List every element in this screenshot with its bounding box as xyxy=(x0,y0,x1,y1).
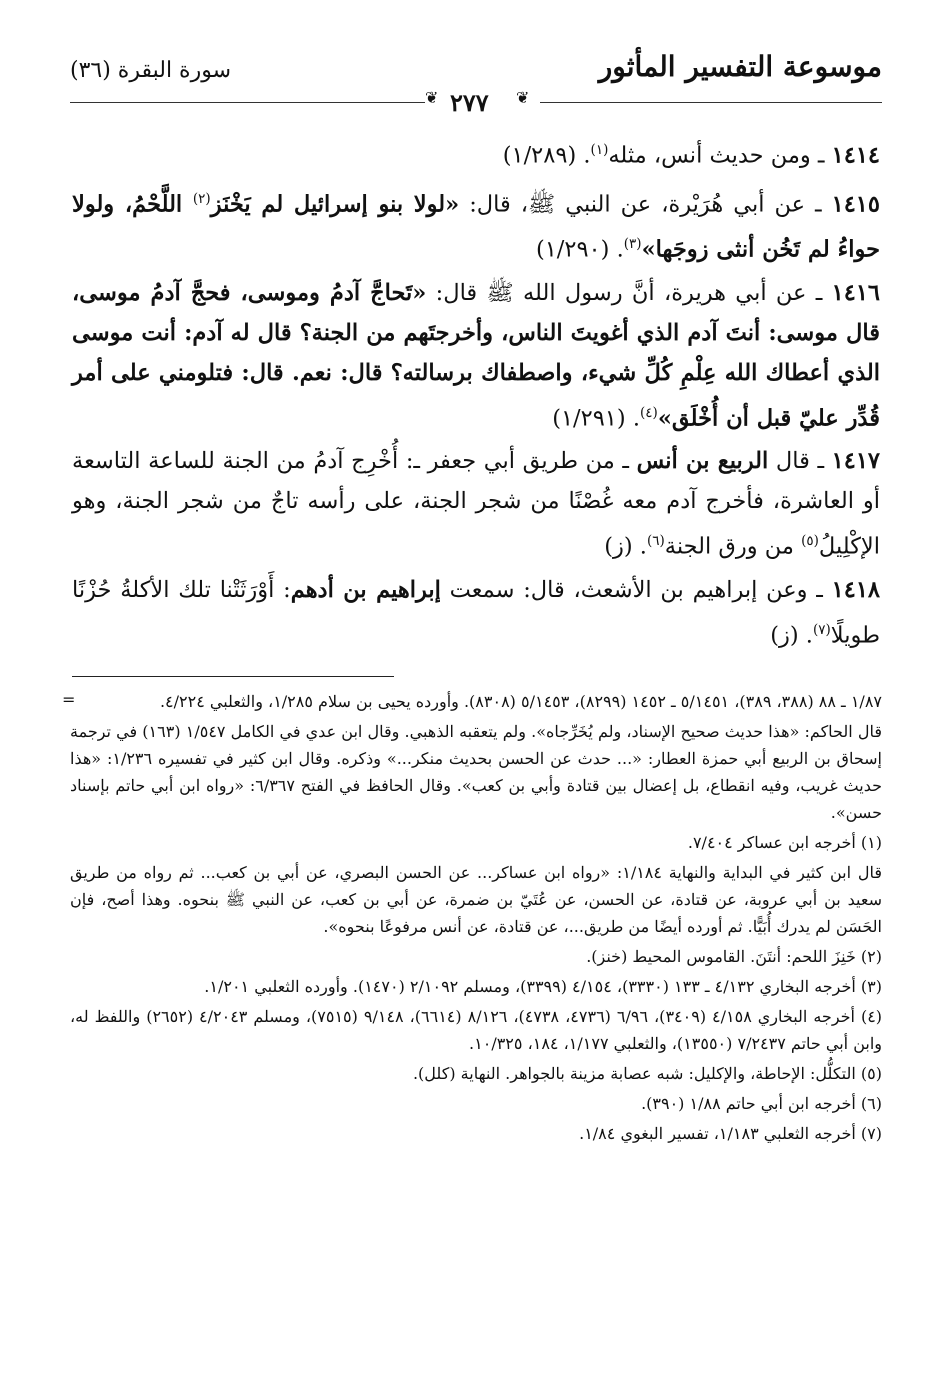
hadith-text: اللَّحْمُ، ولولا حواءُ لم تَخُن أنثى زوجَها» xyxy=(72,191,880,263)
footnote-ref[interactable]: (٢) xyxy=(192,190,211,207)
volume-ref: . (ز) xyxy=(604,533,647,560)
hadith-text: «تَحاجَّ آدمُ وموسى، فحجَّ آدمُ موسى، قال موسى: أنتَ آدم الذي أغويتَ الناس، وأخرجتَهم من الجنة؟ قال له آدم: أنت موسى الذي أعطاك الله عِلْمِ كُلِّ شيء، واصطفاك برسالته؟ قال: نعم. قال: فتلومني على أمر قُدِّر عليّ قبل أن أُخْلَق» xyxy=(72,279,880,431)
footnote-ref[interactable]: (١) xyxy=(590,142,609,158)
narration-text: ـ ومن حديث أنس، مثله xyxy=(608,142,832,169)
footnote-4: (٤) أخرجه البخاري ٤/١٥٨ (٣٤٠٩)، ٦/٩٦ (٤٧٣٦، ٤٧٣٨)، ٨/١٢٦ (٦٦١٤)، ٩/١٤٨ (٧٥١٥)، ومسلم ٤/٢٠٤٣ (٢٦٥٢) واللفظ له، وابن أبي حاتم ٧/٢٤٣٧ (١٣٥٥٠)، والثعلبي ١/١٧٧، ١٨٤، ١٠/٣٢٥. xyxy=(70,1007,883,1053)
book-title: موسوعة التفسير المأثور xyxy=(598,50,882,83)
narration-number: ١٤١٤ xyxy=(831,142,880,169)
footnote-6: (٦) أخرجه ابن أبي حاتم ١/٨٨ (٣٩٠). xyxy=(641,1094,882,1113)
narration-1416 xyxy=(72,273,880,439)
ornament-left-icon: ❦ xyxy=(425,88,439,107)
narration-text: ـ عن أبي هريرة، أنَّ رسول الله ﷺ قال: xyxy=(426,279,832,306)
hadith-text: «لولا بنو إسرائيل لم يَخْنَز xyxy=(210,191,460,217)
footnote-1: (١) أخرجه ابن عساكر ٧/٤٠٤. xyxy=(687,833,882,852)
narration-text: من ورق الجنة xyxy=(664,533,802,560)
narration-number: ١٤١٨ xyxy=(831,576,880,603)
narration-number: ١٤١٥ xyxy=(831,191,880,217)
ornament-right-icon: ❦ xyxy=(516,88,530,107)
footnote-2: (٢) خَنِزَ اللحم: أنتَنَ. القاموس المحيط (خنز). xyxy=(586,947,882,966)
narration-text: ـ وعن إبراهيم بن الأشعث، قال: سمعت xyxy=(440,576,832,603)
footnote-ref[interactable]: (٣) xyxy=(623,236,642,252)
footnote-ref[interactable]: (٥) xyxy=(801,533,819,549)
ornament-rule-left xyxy=(70,102,425,103)
narration-text: ـ من طريق أبي جعفر ـ: أُخْرِج آدمُ من الجنة للساعة التاسعة أو العاشرة، فأخرج آدم معه غُصْنًا من شجر الجنة، على رأسه تاجٌ من شجر الجنة، وهو الإكْلِيلُ xyxy=(72,448,880,560)
page-number: ٢٧٧ xyxy=(450,88,489,117)
footnote-ref[interactable]: (٧) xyxy=(812,621,831,638)
footnote-separator xyxy=(72,676,394,677)
narration-text: ـ عن أبي هُرَيْرة، عن النبي ﷺ، قال: xyxy=(459,191,832,217)
footnote-3: (٣) أخرجه البخاري ٤/١٣٢ ـ ١٣٣ (٣٣٣٠)، ٤/١٥٤ (٣٣٩٩)، ومسلم ٢/١٠٩٢ (١٤٧٠). وأورده الثعلبي ١/٢٠١. xyxy=(204,977,882,996)
footnote-1-comment: قال ابن كثير في البداية والنهاية ١/١٨٤: «رواه ابن عساكر... عن الحسن البصري، عن أبي بن كعب... ثم رواه من طريق سعيد بن أبي عروبة، عن قتادة، عن الحسن، عن عُتَيّ بن ضمرة، عن أبي بن كعب، عن النبي ﷺ بنحوه. وهذا أصح، فإن الحَسَن لم يدرك أُبَيًّا. ثم أورده أيضًا من طريق...، عن قتادة، عن أنس مرفوعًا بنحوه». xyxy=(70,863,882,936)
narration-1417 xyxy=(72,441,880,567)
footnotes xyxy=(70,688,882,1150)
continuation-mark: = xyxy=(62,690,76,709)
narrator-name: إبراهيم بن أدهم xyxy=(290,576,441,603)
footnote-5: (٥) التكلُّل: الإحاطة، والإكليل: شبه عصابة مزينة بالجواهر. النهاية (كلل). xyxy=(412,1064,882,1083)
narrator-name: الربيع بن أنس xyxy=(636,448,769,474)
narration-1415 xyxy=(72,179,880,270)
volume-ref: . (١/٢٨٩) xyxy=(502,142,591,169)
footnote-ref[interactable]: (٤) xyxy=(639,404,658,421)
ornament-rule-right xyxy=(540,102,882,103)
footnote-continued: قال الحاكم: «هذا حديث صحيح الإسناد، ولم يُخَرِّجاه». ولم يتعقبه الذهبي. وقال ابن عدي في الكامل ١/٥٤٧ (١٦٣) في ترجمة إسحاق بن الربيع أبي حمزة العطار: «... حدث عن الحسن بحديث منكر...» وذكره. وقال ابن كثير في تفسيره ١/٢٣٦: «هذا حديث غريب، وفيه انقطاع، بل إعضال بين قتادة وأبي بن كعب». وقال الحافظ في الفتح ٦/٣٦٧: «رواه ابن أبي حاتم بإسناد حسن». xyxy=(70,722,883,822)
volume-ref: . (ز) xyxy=(770,622,813,648)
narration-1414 xyxy=(72,130,880,176)
page-number-row xyxy=(0,88,947,118)
volume-ref: . (١/٢٩٠) xyxy=(535,236,624,263)
main-text xyxy=(72,130,880,658)
footnote-continued: ١/٨٧ ـ ٨٨ (٣٨٨، ٣٨٩)، ٥/١٤٥١ ـ ١٤٥٢ (٨٢٩٩)، ٥/١٤٥٣ (٨٣٠٨). وأورده يحيى بن سلام ١/٢٨٥، والثعلبي ٤/٢٢٤. xyxy=(159,692,882,711)
narration-number: ١٤١٦ xyxy=(831,279,880,306)
footnote-ref[interactable]: (٦) xyxy=(646,533,665,549)
narration-1418 xyxy=(72,570,880,656)
volume-ref: . (١/٢٩١) xyxy=(552,405,640,431)
surah-label: سورة البقرة (٣٦) xyxy=(70,58,232,83)
narration-number: ١٤١٧ xyxy=(831,448,881,474)
narration-text: : أَوْرَثَتْنا تلك الأكلةُ حُزْنًا طويلًا xyxy=(72,576,880,648)
footnote-7: (٧) أخرجه الثعلبي ١/١٨٣، تفسير البغوي ١/٨٤. xyxy=(579,1124,882,1143)
narration-text: ـ قال xyxy=(768,448,832,474)
